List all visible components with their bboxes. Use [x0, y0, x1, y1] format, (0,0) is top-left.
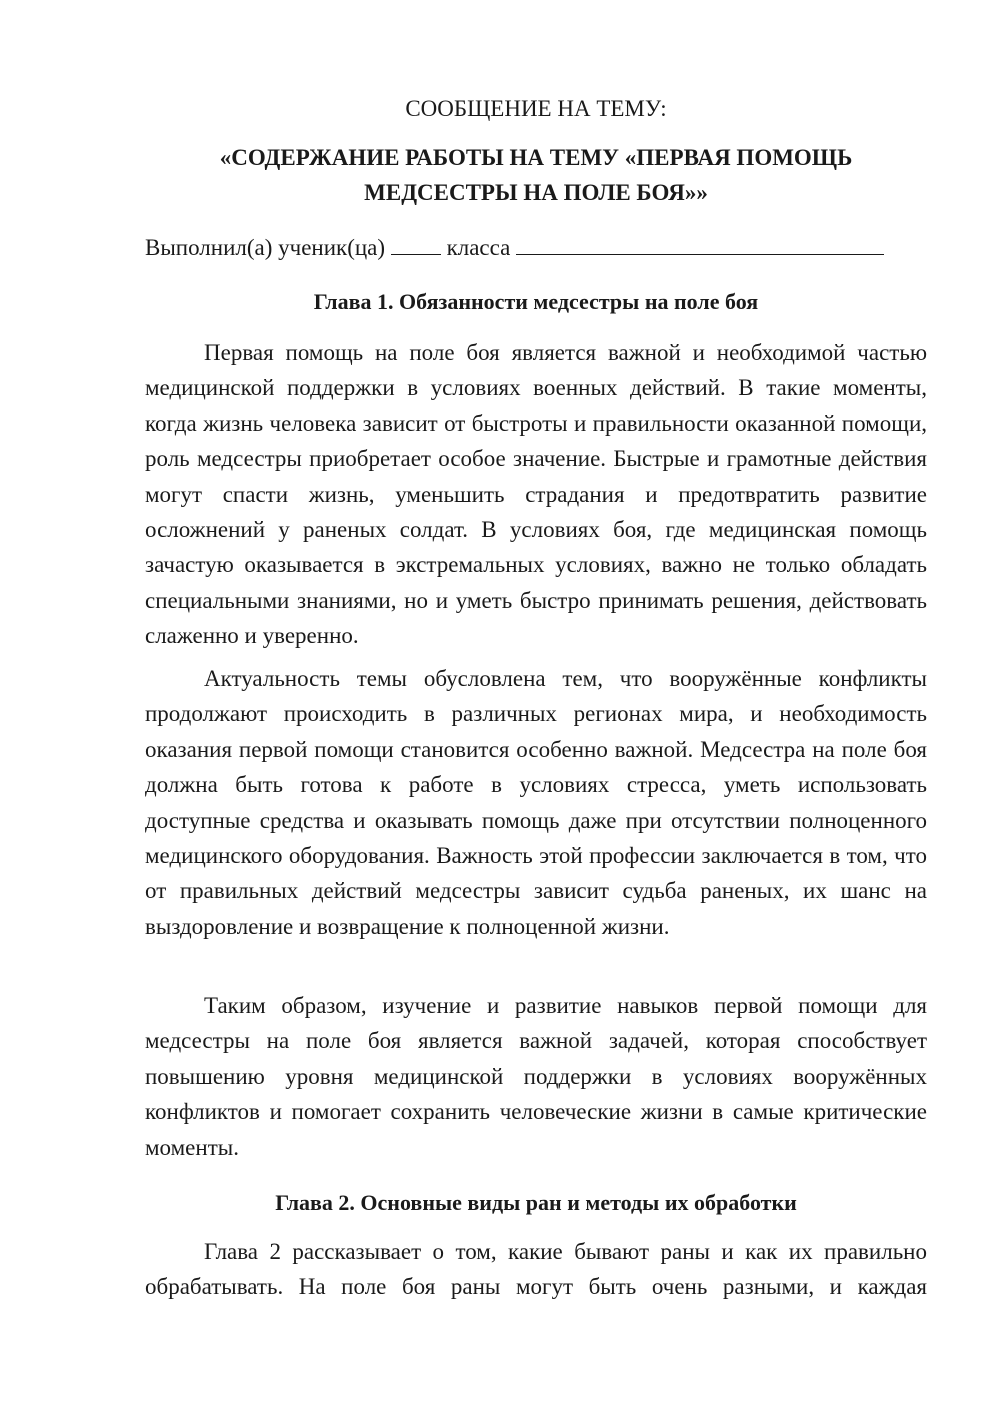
- title-line-1: «СОДЕРЖАНИЕ РАБОТЫ НА ТЕМУ «ПЕРВАЯ ПОМОЩЬ: [219, 145, 853, 170]
- chapter-1-paragraph-2: Актуальность темы обусловлена тем, что вооружённые конфликты продолжают происходить в различных регионах мира, и необходимость оказания первой помощи становится особенно важной. Медсестра на поле боя должна быть готова к работе в условиях стресса, уметь использовать доступные средства и оказывать помощь даже при отсутствии полноценного медицинского оборудования. Важность этой профессии заключается в том, что от правильных действий медсестры зависит судьба раненых, их шанс на выздоровление и возвращение к полноценной жизни.: [145, 666, 927, 939]
- chapter-2-paragraph-1: Глава 2 рассказывает о том, какие бывают раны и как их правильно обрабатывать. На поле боя раны могут быть очень разными, и каждая: [145, 1239, 927, 1300]
- chapter-1-paragraph-3: Таким образом, изучение и развитие навыков первой помощи для медсестры на поле боя является важной задачей, которая способствует повышению уровня медицинской поддержки в условиях вооружённых конфликтов и помогает сохранить человеческие жизни в самые критические моменты.: [145, 993, 927, 1160]
- author-prefix: Выполнил(а) ученик(ца): [145, 235, 386, 260]
- chapter-1-paragraph-1: Первая помощь на поле боя является важной и необходимой частью медицинской поддержки в условиях военных действий. В такие моменты, когда жизнь человека зависит от быстроты и правильности оказанной помощи, роль медсестры приобретает особое значение. Быстрые и грамотные действия могут спасти жизнь, уменьшить страдания и предотвратить развитие осложнений у раненых солдат. В условиях боя, где медицинская помощь зачастую оказывается в экстремальных условиях, важно не только обладать специальными знаниями, но и уметь быстро принимать решения, действовать слаженно и уверенно.: [145, 340, 927, 649]
- subject-heading: СООБЩЕНИЕ НА ТЕМУ:: [405, 96, 667, 121]
- chapter-2-heading: Глава 2. Основные виды ран и методы их обработки: [275, 1190, 797, 1215]
- chapter-1-heading: Глава 1. Обязанности медсестры на поле боя: [313, 289, 759, 314]
- grade-blank: [391, 232, 441, 255]
- author-line: [145, 232, 927, 263]
- class-blank: [516, 232, 884, 255]
- class-label: класса: [446, 235, 511, 260]
- title-line-2: МЕДСЕСТРЫ НА ПОЛЕ БОЯ»»: [364, 180, 708, 205]
